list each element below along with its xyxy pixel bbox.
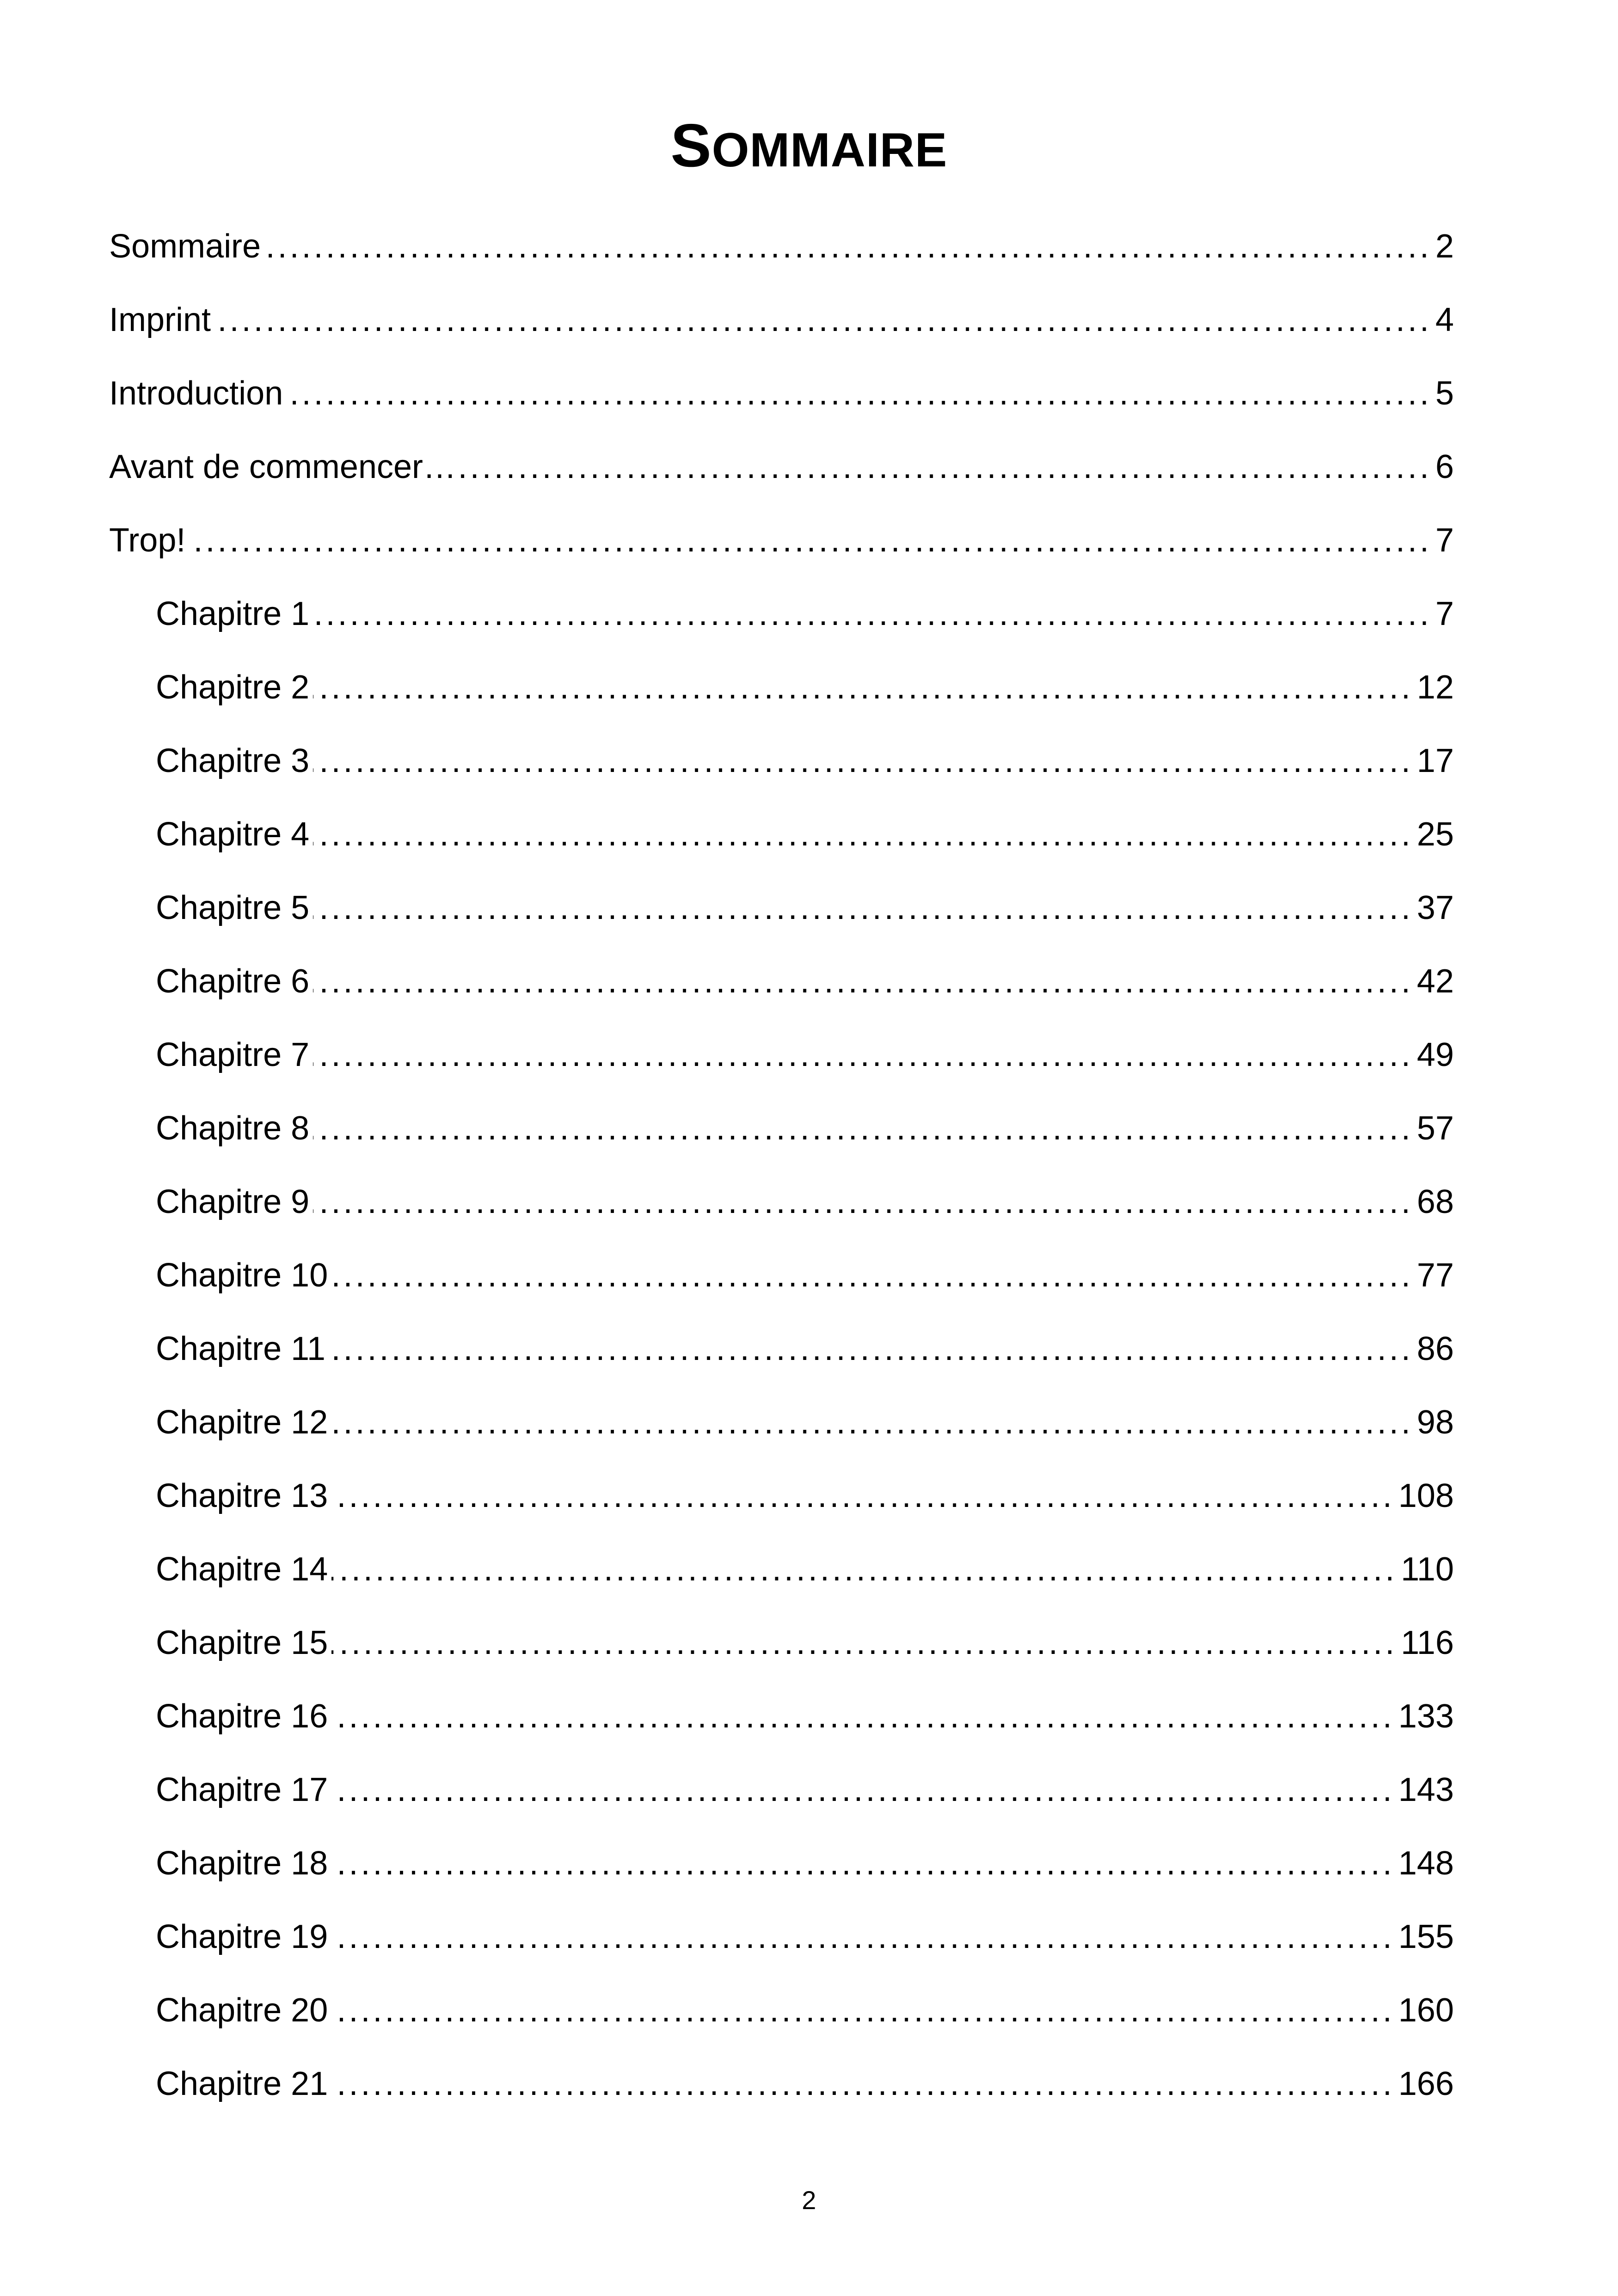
dot-leader <box>331 1620 1397 1666</box>
toc-entry-label: Chapitre 15 <box>156 1624 328 1661</box>
dot-leader <box>331 1840 1395 1886</box>
dot-leader <box>331 2061 1395 2107</box>
toc-entry-label: Chapitre 3 <box>156 742 310 779</box>
toc-subentry[interactable] <box>156 1105 1454 1151</box>
toc-subentry[interactable] <box>156 1987 1454 2033</box>
toc-entry-page-number: 160 <box>1398 1992 1454 2029</box>
toc-entry-label: Chapitre 2 <box>156 669 310 706</box>
toc-entry[interactable] <box>109 223 1454 269</box>
toc-subentry[interactable] <box>156 738 1454 784</box>
toc-entry-page-number: 6 <box>1435 448 1454 485</box>
dot-leader <box>264 223 1432 269</box>
toc-subentry[interactable] <box>156 811 1454 857</box>
toc-entry-label: Sommaire <box>109 228 261 265</box>
toc-entry-page-number: 7 <box>1435 595 1454 632</box>
toc-entry-page-number: 98 <box>1416 1404 1454 1441</box>
toc-subentry[interactable] <box>156 1767 1454 1813</box>
dot-leader <box>331 1546 1397 1592</box>
toc-entry-page-number: 17 <box>1416 742 1454 779</box>
toc-entry-label: Chapitre 13 <box>156 1477 328 1514</box>
toc-subentry[interactable] <box>156 591 1454 637</box>
toc-entry-page-number: 57 <box>1416 1110 1454 1147</box>
toc-entry-page-number: 7 <box>1435 522 1454 559</box>
toc-entry-label: Chapitre 17 <box>156 1771 328 1808</box>
toc-entry-page-number: 5 <box>1435 375 1454 412</box>
toc-entry-label: Chapitre 16 <box>156 1698 328 1735</box>
toc-entry-label: Chapitre 4 <box>156 816 310 853</box>
toc-entry-page-number: 143 <box>1398 1771 1454 1808</box>
toc-entry-page-number: 25 <box>1416 816 1454 853</box>
toc-entry-label: Trop! <box>109 522 186 559</box>
dot-leader <box>460 444 1432 490</box>
toc-entry-page-number: 116 <box>1401 1624 1454 1661</box>
toc-entry-page-number: 77 <box>1416 1257 1454 1294</box>
dot-leader <box>313 885 1413 931</box>
toc-entry-label: Chapitre 5 <box>156 889 310 926</box>
toc-subentry[interactable] <box>156 664 1454 710</box>
dot-leader <box>313 591 1432 637</box>
toc-entry-page-number: 12 <box>1416 669 1454 706</box>
dot-leader <box>331 1767 1395 1813</box>
toc-entry-page-number: 37 <box>1416 889 1454 926</box>
toc-entry-page-number: 110 <box>1401 1551 1454 1588</box>
dot-leader <box>331 1693 1395 1739</box>
toc-subentry[interactable] <box>156 1620 1454 1666</box>
dot-leader <box>313 1032 1413 1078</box>
toc-entry-page-number: 155 <box>1398 1918 1454 1955</box>
toc-entry[interactable] <box>109 370 1454 416</box>
toc-entry-page-number: 86 <box>1416 1330 1454 1367</box>
toc-subentry[interactable] <box>156 1326 1454 1372</box>
dot-leader <box>331 1987 1395 2033</box>
dot-leader <box>287 370 1432 416</box>
toc-entry-label: Chapitre 18 <box>156 1845 328 1882</box>
toc-entry-page-number: 108 <box>1398 1477 1454 1514</box>
toc-entry-label: Chapitre 12 <box>156 1404 328 1441</box>
dot-leader <box>331 1473 1395 1519</box>
toc-entry-label: Chapitre 8 <box>156 1110 310 1147</box>
toc-subentry[interactable] <box>156 1693 1454 1739</box>
toc-subentry[interactable] <box>156 1179 1454 1225</box>
dot-leader <box>313 1179 1413 1225</box>
dot-leader <box>313 738 1413 784</box>
toc-entry-label: Chapitre 14 <box>156 1551 328 1588</box>
toc-subentry[interactable] <box>156 1399 1454 1445</box>
dot-leader <box>331 1914 1395 1960</box>
dot-leader <box>329 1326 1413 1372</box>
dot-leader <box>189 517 1432 563</box>
toc-subentry[interactable] <box>156 1914 1454 1960</box>
toc-entry-label: Avant de commencer… <box>109 448 457 485</box>
toc-entry-label: Chapitre 6 <box>156 963 310 1000</box>
dot-leader <box>331 1252 1413 1298</box>
toc-entry-label: Chapitre 11 <box>156 1330 325 1367</box>
toc-subentry[interactable] <box>156 2061 1454 2107</box>
toc-entry-label: Introduction <box>109 375 283 412</box>
dot-leader <box>313 1105 1413 1151</box>
toc-entry-label: Imprint <box>109 301 211 338</box>
dot-leader <box>313 958 1413 1004</box>
toc-subentry[interactable] <box>156 1473 1454 1519</box>
toc-entry-label: Chapitre 10 <box>156 1257 328 1294</box>
toc-entry-page-number: 2 <box>1435 228 1454 265</box>
toc-entry-page-number: 148 <box>1398 1845 1454 1882</box>
toc-entry-label: Chapitre 1 <box>156 595 310 632</box>
toc-entry-page-number: 49 <box>1416 1036 1454 1073</box>
title-rest: OMMAIRE <box>711 123 948 177</box>
toc-entry-label: Chapitre 21 <box>156 2065 328 2102</box>
toc-entry-label: Chapitre 19 <box>156 1918 328 1955</box>
toc-entry-page-number: 4 <box>1435 301 1454 338</box>
toc-entry-page-number: 68 <box>1416 1183 1454 1220</box>
toc-entry[interactable] <box>109 444 1454 490</box>
toc-entry-page-number: 133 <box>1398 1698 1454 1735</box>
dot-leader <box>331 1399 1413 1445</box>
toc-entry[interactable] <box>109 517 1454 563</box>
toc-entry-page-number: 42 <box>1416 963 1454 1000</box>
toc-subentry[interactable] <box>156 1252 1454 1298</box>
toc-subentry[interactable] <box>156 1546 1454 1592</box>
dot-leader <box>215 297 1432 343</box>
title-first-letter: S <box>670 111 712 179</box>
toc-subentry[interactable] <box>156 885 1454 931</box>
page-number-footer: 2 <box>802 2186 816 2215</box>
toc-entry-page-number: 166 <box>1398 2065 1454 2102</box>
dot-leader <box>313 811 1413 857</box>
toc-subentry[interactable] <box>156 958 1454 1004</box>
toc-subentry[interactable] <box>156 1840 1454 1886</box>
dot-leader <box>313 664 1413 710</box>
toc-entry-label: Chapitre 20 <box>156 1992 328 2029</box>
toc-entry-label: Chapitre 7 <box>156 1036 310 1073</box>
toc-entry-label: Chapitre 9 <box>156 1183 310 1220</box>
toc-subentry[interactable] <box>156 1032 1454 1078</box>
toc-entry[interactable] <box>109 297 1454 343</box>
